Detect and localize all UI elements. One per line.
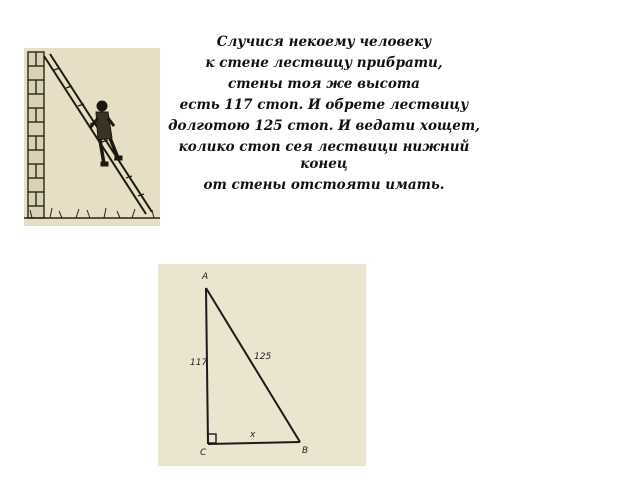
poem-line-2: к стене лествицу прибрати, bbox=[205, 55, 443, 71]
height-label: 117 bbox=[190, 358, 208, 368]
ladder-man-icon bbox=[24, 48, 160, 226]
triangle-figure bbox=[158, 264, 366, 466]
poem-line-3: стены тоя же высота bbox=[228, 76, 420, 92]
poem-line-5: долготою 125 стоп. И ведати хощет, bbox=[168, 118, 480, 134]
vertex-c-label: C bbox=[200, 448, 207, 458]
ladder-illustration bbox=[24, 48, 160, 226]
poem-line-6: колико стоп сея лествици нижний конец bbox=[178, 139, 470, 172]
brick-wall bbox=[28, 52, 44, 218]
poem-line-1: Случися некоему человеку bbox=[216, 34, 432, 50]
hypotenuse-label: 125 bbox=[254, 352, 272, 362]
problem-text bbox=[168, 34, 480, 198]
vertex-a-label: A bbox=[202, 272, 209, 282]
vertex-b-label: B bbox=[302, 446, 309, 456]
poem-line-4: есть 117 стоп. И обрете лествицу bbox=[179, 97, 469, 113]
base-label: x bbox=[250, 430, 256, 440]
poem-line-7: от стены отстояти имать. bbox=[203, 177, 445, 193]
